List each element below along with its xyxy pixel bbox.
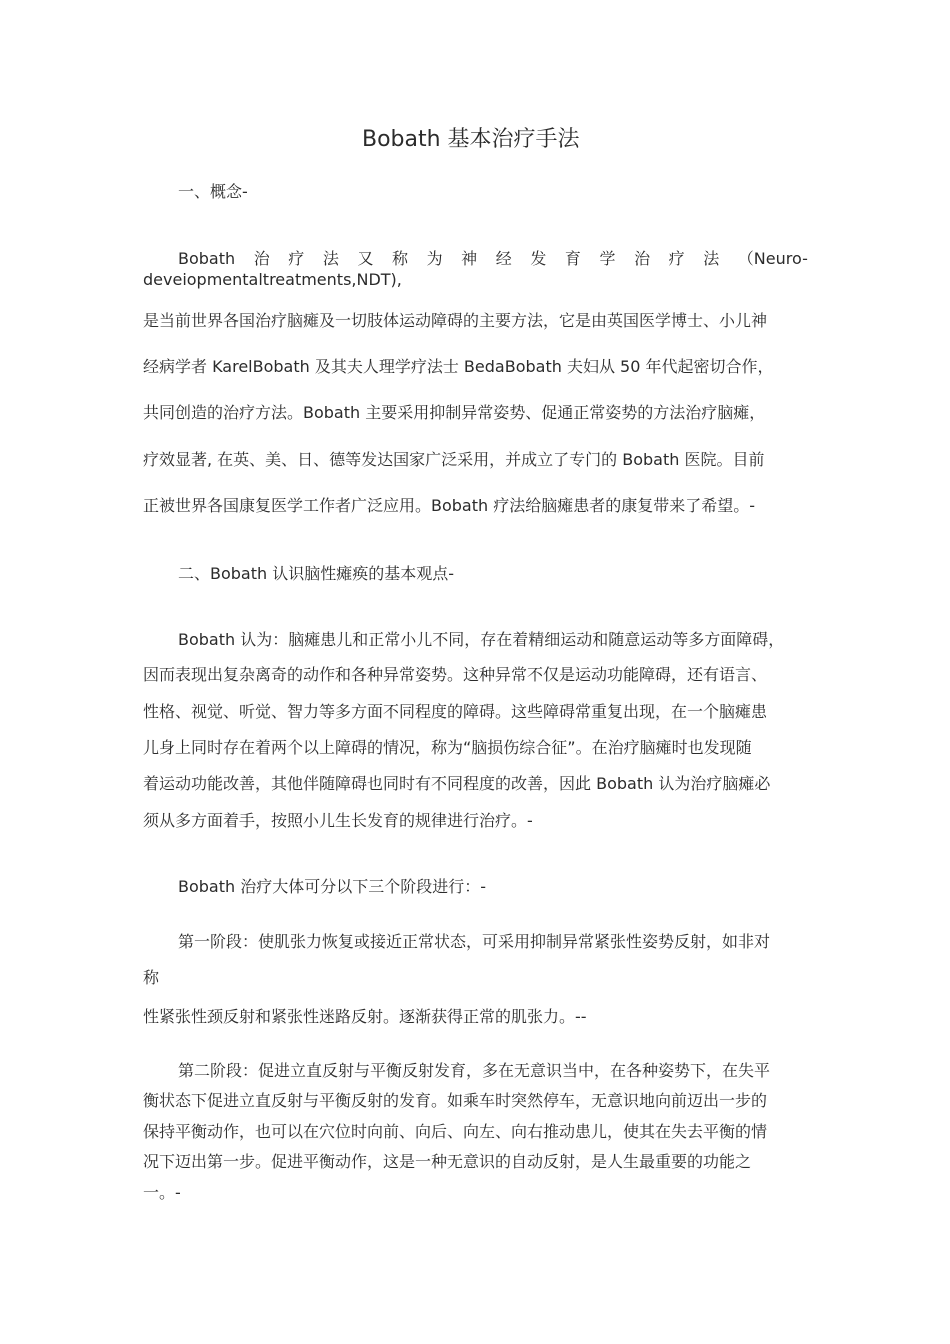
justified-intro-line [178,249,808,269]
word: Bobath [178,249,236,268]
paragraph-line: 共同创造的治疗方法。Bobath 主要采用抑制异常姿势、促通正常姿势的方法治疗脑瘫， [143,403,766,422]
word: 又 [357,249,374,268]
word: 为 [426,249,443,268]
document-title: Bobath 基本治疗手法 [362,127,580,152]
paragraph-line: 性格、视觉、听觉、智力等多方面不同程度的障碍。这些障碍常重复出现，在一个脑瘫患 [143,702,768,721]
paragraph-line: 经病学者 KarelBobath 及其夫人理学疗法士 BedaBobath 夫妇从 50 年代起密切合作， [143,357,774,376]
paragraph-line: deveiopmentaltreatments,NDT), [143,270,402,289]
paragraph-line: 正被世界各国康复医学工作者广泛应用。Bobath 疗法给脑瘫患者的康复带来了希望。- [143,496,756,515]
paragraph-line: Bobath 治疗大体可分以下三个阶段进行：- [178,877,487,896]
paragraph-line: Bobath 认为：脑瘫患儿和正常小儿不同，存在着精细运动和随意运动等多方面障碍， [178,630,785,649]
paragraph-line: 须从多方面着手，按照小儿生长发育的规律进行治疗。- [143,811,533,830]
paragraph-line: 是当前世界各国治疗脑瘫及一切肢体运动障碍的主要方法，它是由英国医学博士、小儿神 [143,311,768,330]
word: 育 [564,249,581,268]
word: 法 [322,249,339,268]
paragraph-line: 衡状态下促进立直反射与平衡反射的发育。如乘车时突然停车，无意识地向前迈出一步的 [143,1091,768,1110]
word: 神 [461,249,478,268]
word: 疗 [288,249,305,268]
paragraph-line: 因而表现出复杂离奇的动作和各种异常姿势。这种异常不仅是运动功能障碍，还有语言、 [143,665,768,684]
section-heading: 一、概念- [178,182,248,201]
paragraph-line: 疗效显著, 在英、美、日、德等发达国家广泛采用，并成立了专门的 Bobath 医院。目前 [143,450,765,469]
word: 学 [599,249,616,268]
paragraph-line: 第一阶段：使肌张力恢复或接近正常状态，可采用抑制异常紧张性姿势反射，如非对 [178,932,771,951]
paragraph-line: 性紧张性颈反射和紧张性迷路反射。逐渐获得正常的肌张力。-- [143,1007,587,1026]
paragraph-line: 着运动功能改善，其他伴随障碍也同时有不同程度的改善，因此 Bobath 认为治疗脑瘫必 [143,774,771,793]
word: 称 [392,249,409,268]
word: 发 [530,249,547,268]
paragraph-line: 一。- [143,1183,181,1202]
word: 疗 [668,249,685,268]
word: 治 [634,249,651,268]
section-heading: 二、Bobath 认识脑性瘫痪的基本观点- [178,564,455,583]
paragraph-line: 第二阶段：促进立直反射与平衡反射发育，多在无意识当中，在各种姿势下，在失平 [178,1061,771,1080]
paragraph-line: 保持平衡动作，也可以在穴位时向前、向后、向左、向右推动患儿，使其在失去平衡的情 [143,1122,768,1141]
word: （Neuro- [737,249,808,268]
paragraph-line: 称 [143,968,160,987]
paragraph-line: 儿身上同时存在着两个以上障碍的情况，称为“脑损伤综合征”。在治疗脑瘫时也发现随 [143,738,752,757]
word: 法 [703,249,720,268]
word: 经 [495,249,512,268]
paragraph-line: 况下迈出第一步。促进平衡动作，这是一种无意识的自动反射，是人生最重要的功能之 [143,1152,752,1171]
word: 治 [253,249,270,268]
